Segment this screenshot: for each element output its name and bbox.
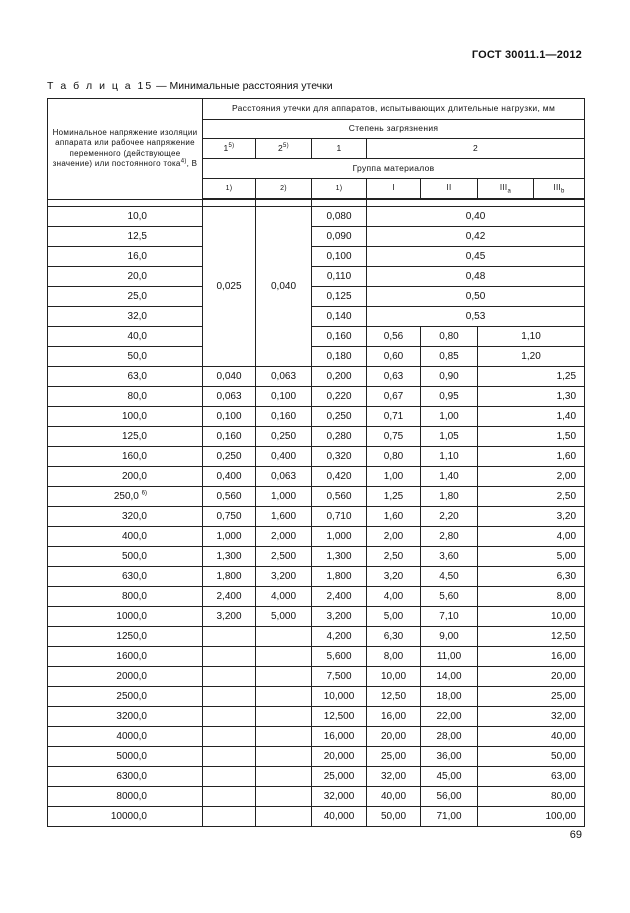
degree1-cell: 0,560 [203, 487, 256, 507]
header-group-col-2: 2) [256, 179, 312, 200]
degree1-cell: 1,800 [203, 567, 256, 587]
group-II-cell: 14,00 [421, 667, 478, 687]
group-III-cell: 1,20 [478, 347, 585, 367]
degree1-cell [203, 787, 256, 807]
degree1b-cell: 0,090 [312, 227, 367, 247]
table-row [48, 807, 585, 827]
group-II-cell: 22,00 [421, 707, 478, 727]
voltage-cell: 2000,0 [48, 667, 203, 687]
spacer-cell [312, 199, 367, 207]
table-row [48, 707, 585, 727]
table-row [48, 727, 585, 747]
group-III-cell: 6,30 [478, 567, 585, 587]
group-III-cell: 63,00 [478, 767, 585, 787]
table-row [48, 787, 585, 807]
group-I-cell: 0,60 [367, 347, 421, 367]
degree1b-cell: 0,560 [312, 487, 367, 507]
degree1-cell: 0,040 [203, 367, 256, 387]
degree1-cell: 0,250 [203, 447, 256, 467]
voltage-cell: 25,0 [48, 287, 203, 307]
group-II-cell: 28,00 [421, 727, 478, 747]
group-II-cell: 56,00 [421, 787, 478, 807]
degree1-cell [203, 767, 256, 787]
group-I-cell: 0,56 [367, 327, 421, 347]
group-merged-cell: 0,42 [367, 227, 585, 247]
degree1b-cell: 32,000 [312, 787, 367, 807]
table-row [48, 687, 585, 707]
table-row [48, 227, 585, 247]
group-I-cell: 0,80 [367, 447, 421, 467]
voltage-cell: 160,0 [48, 447, 203, 467]
header-degree-2b: 2 [367, 139, 585, 159]
degree2-cell [256, 687, 312, 707]
table-row [48, 567, 585, 587]
degree1b-cell: 0,280 [312, 427, 367, 447]
table-row [48, 247, 585, 267]
degree1b-cell: 0,140 [312, 307, 367, 327]
group-I-cell: 0,71 [367, 407, 421, 427]
group-III-cell: 50,00 [478, 747, 585, 767]
voltage-cell: 32,0 [48, 307, 203, 327]
group-I-cell: 16,00 [367, 707, 421, 727]
table-row [48, 547, 585, 567]
degree2-cell [256, 647, 312, 667]
group-I-cell: 1,25 [367, 487, 421, 507]
group-I-cell: 40,00 [367, 787, 421, 807]
group-III-cell: 2,50 [478, 487, 585, 507]
degree1b-cell: 7,500 [312, 667, 367, 687]
degree1b-cell: 5,600 [312, 647, 367, 667]
table-row [48, 467, 585, 487]
table-row [48, 627, 585, 647]
degree2-cell [256, 727, 312, 747]
group-III-cell: 1,25 [478, 367, 585, 387]
header-rated-voltage: Номинальное напряжение изоляции аппарата или рабочее напряжение переменного (действующее значение) или постоянного тока$^{4)}$, В [48, 99, 203, 200]
group-II-cell: 11,00 [421, 647, 478, 667]
degree1b-cell: 20,000 [312, 747, 367, 767]
group-I-cell: 0,75 [367, 427, 421, 447]
group-II-cell: 0,85 [421, 347, 478, 367]
group-I-cell: 4,00 [367, 587, 421, 607]
voltage-cell: 80,0 [48, 387, 203, 407]
group-III-cell: 12,50 [478, 627, 585, 647]
voltage-cell: 63,0 [48, 367, 203, 387]
degree1b-cell: 0,125 [312, 287, 367, 307]
group-II-cell: 1,80 [421, 487, 478, 507]
degree2-cell: 2,000 [256, 527, 312, 547]
group-merged-cell: 0,45 [367, 247, 585, 267]
table-row [48, 207, 585, 227]
table-row [48, 267, 585, 287]
group-III-cell: 40,00 [478, 727, 585, 747]
group-I-cell: 8,00 [367, 647, 421, 667]
degree1b-cell: 16,000 [312, 727, 367, 747]
degree2-cell: 0,063 [256, 367, 312, 387]
voltage-cell: 800,0 [48, 587, 203, 607]
group-II-cell: 1,05 [421, 427, 478, 447]
group-III-cell: 3,20 [478, 507, 585, 527]
degree1b-cell: 2,400 [312, 587, 367, 607]
group-I-cell: 10,00 [367, 667, 421, 687]
group-I-cell: 20,00 [367, 727, 421, 747]
degree1-cell: 0,750 [203, 507, 256, 527]
voltage-cell: 125,0 [48, 427, 203, 447]
table-row [48, 327, 585, 347]
header-degree-2: 2$^{5)}$ [256, 139, 312, 159]
degree1-cell: 1,000 [203, 527, 256, 547]
group-I-cell: 0,67 [367, 387, 421, 407]
degree2-cell: 1,000 [256, 487, 312, 507]
group-merged-cell: 0,48 [367, 267, 585, 287]
spacer-cell [256, 199, 312, 207]
table-row [48, 447, 585, 467]
degree1b-cell: 0,160 [312, 327, 367, 347]
group-II-cell: 36,00 [421, 747, 478, 767]
voltage-cell: 1000,0 [48, 607, 203, 627]
group-I-cell: 32,00 [367, 767, 421, 787]
voltage-cell: 10000,0 [48, 807, 203, 827]
table-row [48, 647, 585, 667]
header-group-col-3: 1) [312, 179, 367, 200]
spacer-cell [48, 199, 203, 207]
degree1b-cell: 1,300 [312, 547, 367, 567]
table-row [48, 667, 585, 687]
degree1-merged-cell: 0,025 [203, 207, 256, 367]
degree1-cell: 0,160 [203, 427, 256, 447]
header-degree-1b: 1 [312, 139, 367, 159]
group-III-cell: 1,60 [478, 447, 585, 467]
voltage-cell: 250,0 $^{6)}$ [48, 487, 203, 507]
header-group-II: II [421, 179, 478, 200]
degree2-cell: 2,500 [256, 547, 312, 567]
degree1-cell: 1,300 [203, 547, 256, 567]
spacer-cell [203, 199, 256, 207]
group-II-cell: 0,95 [421, 387, 478, 407]
group-merged-cell: 0,50 [367, 287, 585, 307]
degree1-cell [203, 707, 256, 727]
voltage-cell: 10,0 [48, 207, 203, 227]
group-I-cell: 2,00 [367, 527, 421, 547]
degree2-cell: 0,160 [256, 407, 312, 427]
voltage-cell: 4000,0 [48, 727, 203, 747]
degree1b-cell: 0,710 [312, 507, 367, 527]
degree1b-cell: 0,180 [312, 347, 367, 367]
degree1b-cell: 3,200 [312, 607, 367, 627]
degree1b-cell: 0,110 [312, 267, 367, 287]
group-I-cell: 12,50 [367, 687, 421, 707]
table-row [48, 607, 585, 627]
degree1-cell [203, 627, 256, 647]
table-row [48, 747, 585, 767]
degree1b-cell: 0,200 [312, 367, 367, 387]
degree2-cell [256, 787, 312, 807]
group-I-cell: 2,50 [367, 547, 421, 567]
group-II-cell: 18,00 [421, 687, 478, 707]
header-group-IIIb: $III_b$ [534, 179, 585, 200]
group-I-cell: 6,30 [367, 627, 421, 647]
group-III-cell: 8,00 [478, 587, 585, 607]
header-material-group: Группа материалов [203, 159, 585, 179]
voltage-cell: 5000,0 [48, 747, 203, 767]
degree2-cell [256, 767, 312, 787]
table-row [48, 427, 585, 447]
group-III-cell: 4,00 [478, 527, 585, 547]
group-I-cell: 0,63 [367, 367, 421, 387]
degree2-cell [256, 747, 312, 767]
creepage-distance-table [47, 98, 585, 827]
group-III-cell: 25,00 [478, 687, 585, 707]
table-row [48, 767, 585, 787]
voltage-cell: 320,0 [48, 507, 203, 527]
group-III-cell: 80,00 [478, 787, 585, 807]
degree2-cell: 0,100 [256, 387, 312, 407]
group-II-cell: 4,50 [421, 567, 478, 587]
table-caption-label: Т а б л и ц а 15 [47, 80, 154, 92]
voltage-cell: 16,0 [48, 247, 203, 267]
group-III-cell: 5,00 [478, 547, 585, 567]
degree1b-cell: 0,420 [312, 467, 367, 487]
group-II-cell: 7,10 [421, 607, 478, 627]
voltage-cell: 630,0 [48, 567, 203, 587]
group-I-cell: 50,00 [367, 807, 421, 827]
degree2-cell: 0,400 [256, 447, 312, 467]
group-III-cell: 1,30 [478, 387, 585, 407]
table-row [48, 407, 585, 427]
degree1b-cell: 0,250 [312, 407, 367, 427]
group-III-cell: 20,00 [478, 667, 585, 687]
header-group-I: I [367, 179, 421, 200]
header-group-IIIa: $III_a$ [478, 179, 534, 200]
voltage-cell: 500,0 [48, 547, 203, 567]
degree1b-cell: 0,320 [312, 447, 367, 467]
table-row [48, 347, 585, 367]
degree2-cell [256, 807, 312, 827]
group-II-cell: 5,60 [421, 587, 478, 607]
group-I-cell: 25,00 [367, 747, 421, 767]
table-row [48, 387, 585, 407]
degree2-cell: 4,000 [256, 587, 312, 607]
degree2-cell: 3,200 [256, 567, 312, 587]
voltage-cell: 8000,0 [48, 787, 203, 807]
degree1b-cell: 0,220 [312, 387, 367, 407]
standard-designation: ГОСТ 30011.1—2012 [471, 49, 582, 61]
voltage-cell: 3200,0 [48, 707, 203, 727]
group-II-cell: 1,00 [421, 407, 478, 427]
voltage-cell: 400,0 [48, 527, 203, 547]
degree2-cell: 0,063 [256, 467, 312, 487]
degree1b-cell: 25,000 [312, 767, 367, 787]
group-II-cell: 2,80 [421, 527, 478, 547]
table-row [48, 367, 585, 387]
group-III-cell: 1,50 [478, 427, 585, 447]
group-I-cell: 1,00 [367, 467, 421, 487]
degree1b-cell: 1,800 [312, 567, 367, 587]
group-III-cell: 10,00 [478, 607, 585, 627]
group-merged-cell: 0,40 [367, 207, 585, 227]
degree1-cell [203, 747, 256, 767]
voltage-cell: 50,0 [48, 347, 203, 367]
degree1-cell [203, 727, 256, 747]
table-row [48, 307, 585, 327]
table-row [48, 527, 585, 547]
degree1b-cell: 0,100 [312, 247, 367, 267]
group-merged-cell: 0,53 [367, 307, 585, 327]
group-III-cell: 1,10 [478, 327, 585, 347]
degree1-cell: 0,400 [203, 467, 256, 487]
table-row [48, 487, 585, 507]
group-III-cell: 16,00 [478, 647, 585, 667]
degree2-cell [256, 667, 312, 687]
header-degree-1: 1$^{5)}$ [203, 139, 256, 159]
voltage-cell: 100,0 [48, 407, 203, 427]
degree1-cell [203, 647, 256, 667]
group-II-cell: 1,40 [421, 467, 478, 487]
degree2-cell [256, 707, 312, 727]
page-number: 69 [569, 829, 582, 841]
degree2-cell: 1,600 [256, 507, 312, 527]
degree2-cell: 0,250 [256, 427, 312, 447]
voltage-cell: 40,0 [48, 327, 203, 347]
voltage-cell: 6300,0 [48, 767, 203, 787]
group-II-cell: 0,90 [421, 367, 478, 387]
degree1b-cell: 40,000 [312, 807, 367, 827]
group-II-cell: 2,20 [421, 507, 478, 527]
degree1-cell [203, 807, 256, 827]
degree2-cell [256, 627, 312, 647]
degree1b-cell: 4,200 [312, 627, 367, 647]
table-row [48, 587, 585, 607]
group-II-cell: 9,00 [421, 627, 478, 647]
voltage-cell: 1600,0 [48, 647, 203, 667]
group-II-cell: 71,00 [421, 807, 478, 827]
header-creepage-title: Расстояния утечки для аппаратов, испытывающих длительные нагрузки, мм [203, 99, 585, 120]
degree1b-cell: 0,080 [312, 207, 367, 227]
header-pollution-degree: Степень загрязнения [203, 120, 585, 139]
degree1-cell: 0,063 [203, 387, 256, 407]
degree2-merged-cell: 0,040 [256, 207, 312, 367]
group-III-cell: 2,00 [478, 467, 585, 487]
degree1b-cell: 12,500 [312, 707, 367, 727]
group-II-cell: 0,80 [421, 327, 478, 347]
group-II-cell: 3,60 [421, 547, 478, 567]
group-I-cell: 3,20 [367, 567, 421, 587]
voltage-cell: 20,0 [48, 267, 203, 287]
group-III-cell: 100,00 [478, 807, 585, 827]
degree1-cell: 2,400 [203, 587, 256, 607]
group-I-cell: 5,00 [367, 607, 421, 627]
group-II-cell: 1,10 [421, 447, 478, 467]
table-row [48, 507, 585, 527]
group-III-cell: 32,00 [478, 707, 585, 727]
table-caption [47, 80, 333, 92]
degree1b-cell: 1,000 [312, 527, 367, 547]
degree1b-cell: 10,000 [312, 687, 367, 707]
voltage-cell: 12,5 [48, 227, 203, 247]
degree2-cell: 5,000 [256, 607, 312, 627]
group-II-cell: 45,00 [421, 767, 478, 787]
header-group-col-1: 1) [203, 179, 256, 200]
degree1-cell [203, 687, 256, 707]
voltage-cell: 2500,0 [48, 687, 203, 707]
group-III-cell: 1,40 [478, 407, 585, 427]
voltage-cell: 1250,0 [48, 627, 203, 647]
degree1-cell: 3,200 [203, 607, 256, 627]
table-row [48, 287, 585, 307]
spacer-cell [367, 199, 585, 207]
voltage-cell: 200,0 [48, 467, 203, 487]
degree1-cell: 0,100 [203, 407, 256, 427]
table-caption-title: — Минимальные расстояния утечки [153, 80, 333, 92]
group-I-cell: 1,60 [367, 507, 421, 527]
degree1-cell [203, 667, 256, 687]
